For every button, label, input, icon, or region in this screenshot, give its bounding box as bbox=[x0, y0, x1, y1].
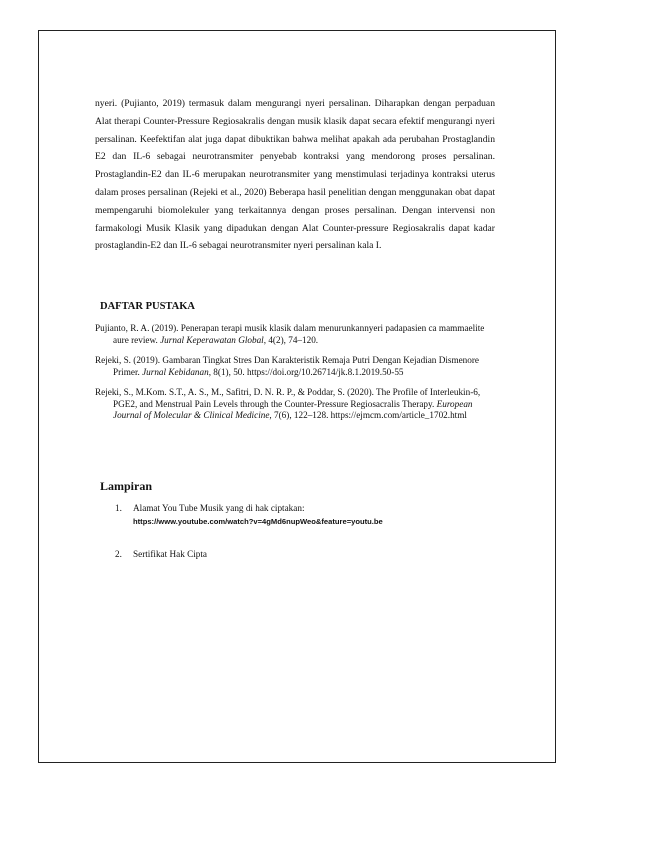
list-number: 1. bbox=[115, 503, 122, 513]
journal-title: Jurnal Kebidanan bbox=[142, 366, 209, 377]
list-number: 2. bbox=[115, 549, 122, 559]
lampiran-heading: Lampiran bbox=[100, 479, 153, 493]
list-item bbox=[115, 547, 515, 561]
document-page bbox=[38, 30, 556, 763]
reference-item: Pujianto, R. A. (2019). Penerapan terapi musik klasik dalam menurunkannyeri padapasien ca mammaelite aure review. Jurnal Keperawatan Global, 4(2), 74–120. bbox=[95, 323, 485, 345]
journal-title: European Journal of Molecular & Clinical Medicine bbox=[113, 398, 473, 420]
reference-list bbox=[95, 323, 500, 431]
reference-item: Rejeki, S., M.Kom. S.T., A. S., M., Safitri, D. N. R. P., & Poddar, S. (2020). The Profile of Interleukin-6, PGE2, and Menstrual Pain Levels through the Counter-Pressure Regiosacralis Therapy. European Journal of Molecular & Clinical Medicine, 7(6), 122–128. https://ejmcm.com/article_1702.html bbox=[95, 387, 481, 420]
list-item bbox=[115, 501, 515, 529]
list-item-text: Alamat You Tube Musik yang di hak ciptakan: bbox=[133, 503, 305, 513]
body-paragraph: nyeri. (Pujianto, 2019) termasuk dalam mengurangi nyeri persalinan. Diharapkan dengan perpaduan Alat therapi Counter-Pressure Regiosakralis dengan musik klasik dapat secara efektif mengurangi nyeri persalinan. Keefektifan alat juga dapat dibuktikan bahwa melihat apakah ada perubahan Prostaglandin E2 dan IL-6 sebagai neurotransmiter penyebab kontraksi yang mendorong proses persalinan. Prostaglandin-E2 dan IL-6 merupakan neurotransmiter yang menstimulasi terjadinya kontraksi uterus dalam proses persalinan (Rejeki et al., 2020) Beberapa hasil penelitian dengan menggunakan obat dapat mempengaruhi biomolekuler yang terkaitannya dengan proses persalinan. Dengan intervensi non farmakologi Musik Klasik yang dipadukan dengan Alat Counter-pressure Regiosakralis dapat kadar prostaglandin-E2 dan IL-6 sebagai neurotransmiter nyeri persalinan kala I. bbox=[95, 98, 495, 252]
youtube-link[interactable]: https://www.youtube.com/watch?v=4gMd6nupWeo&feature=youtu.be bbox=[133, 517, 383, 526]
journal-title: Jurnal Keperawatan Global bbox=[160, 334, 264, 345]
reference-item: Rejeki, S. (2019). Gambaran Tingkat Stres Dan Karakteristik Remaja Putri Dengan Kejadian Dismenore Primer. Jurnal Kebidanan, 8(1), 50. https://doi.org/10.26714/jk.8.1.2019.50-55 bbox=[95, 355, 480, 377]
lampiran-list bbox=[115, 501, 515, 561]
daftar-pustaka-heading: DAFTAR PUSTAKA bbox=[100, 301, 195, 312]
list-item-text: Sertifikat Hak Cipta bbox=[133, 549, 207, 559]
